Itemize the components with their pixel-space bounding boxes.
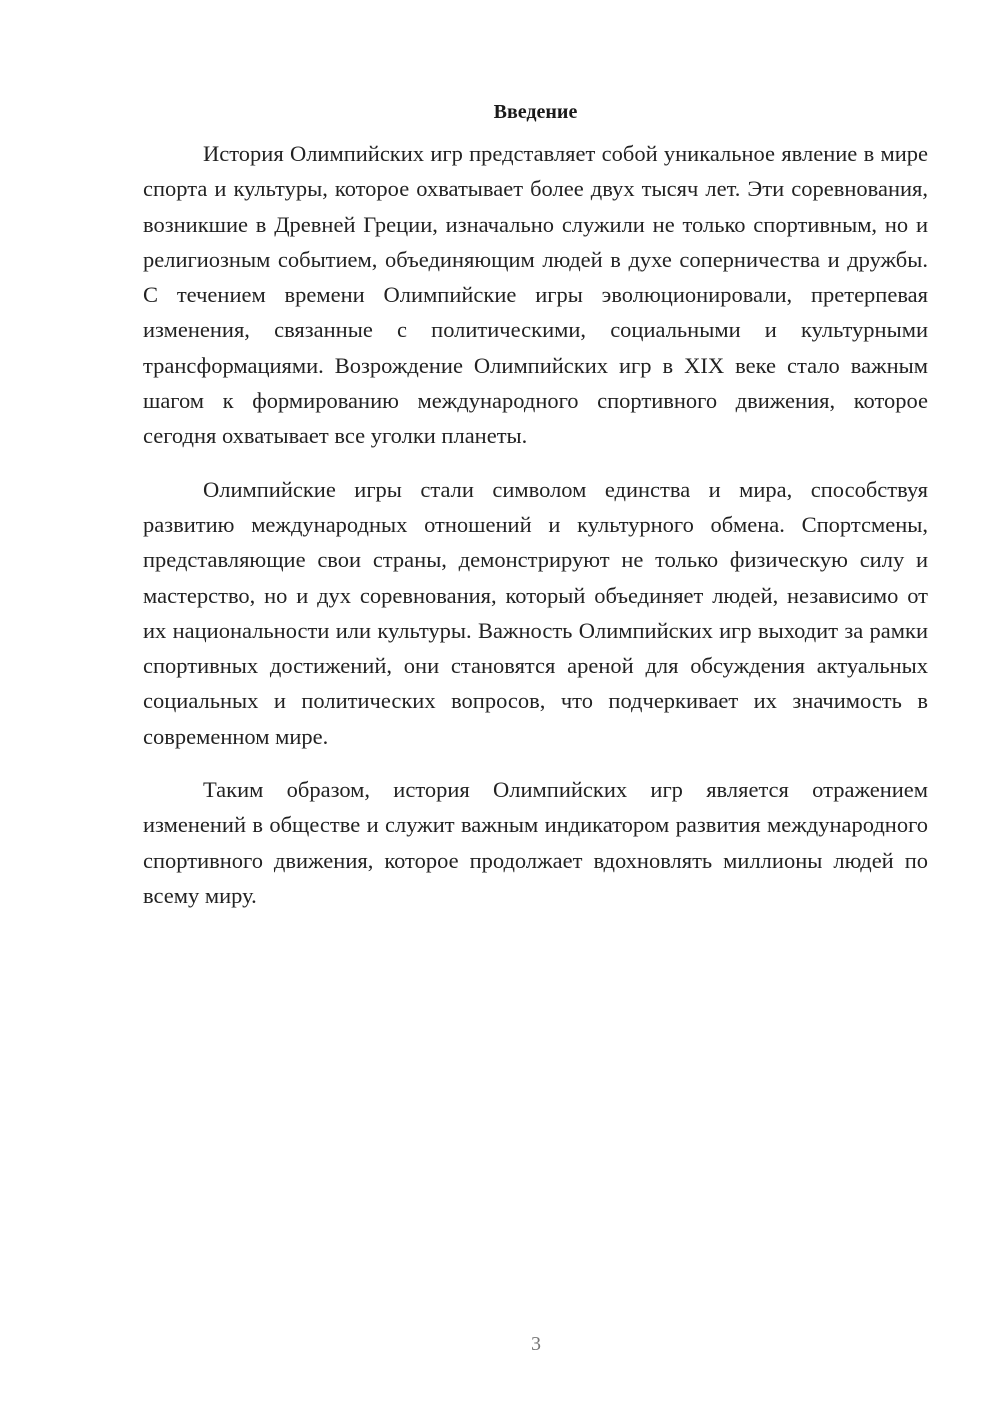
page-title: Введение bbox=[493, 101, 578, 123]
paragraph-2: Олимпийские игры стали символом единства и мира, способствуя развитию международных отношений и культурного обмена. Спортсмены, представляющие свои страны, демонстрируют не только физическую силу и мастерство, но и дух соревнования, который объединяет людей, независимо от их национальности или культуры. Важность Олимпийских игр выходит за рамки спортивных достижений, они становятся ареной для обсуждения актуальных социальных и политических вопросов, что подчеркивает их значимость в современном мире. bbox=[143, 476, 928, 749]
paragraph-3: Таким образом, история Олимпийских игр является отражением изменений в обществе и служит важным индикатором развития международного спортивного движения, которое продолжает вдохновлять миллионы людей по всему миру. bbox=[143, 777, 928, 908]
paragraph-1: История Олимпийских игр представляет собой уникальное явление в мире спорта и культуры, которое охватывает более двух тысяч лет. Эти соревнования, возникшие в Древней Греции, изначально служили не только спортивным, но и религиозным событием, объединяющим людей в духе соперничества и дружбы. С течением времени Олимпийские игры эволюционировали, претерпевая изменения, связанные с политическими, социальными и культурными трансформациями. Возрождение Олимпийских игр в XIX веке стало важным шагом к формированию международного спортивного движения, которое сегодня охватывает все уголки планеты. bbox=[143, 141, 928, 449]
page-number: 3 bbox=[531, 1333, 541, 1355]
page-content bbox=[143, 94, 928, 931]
